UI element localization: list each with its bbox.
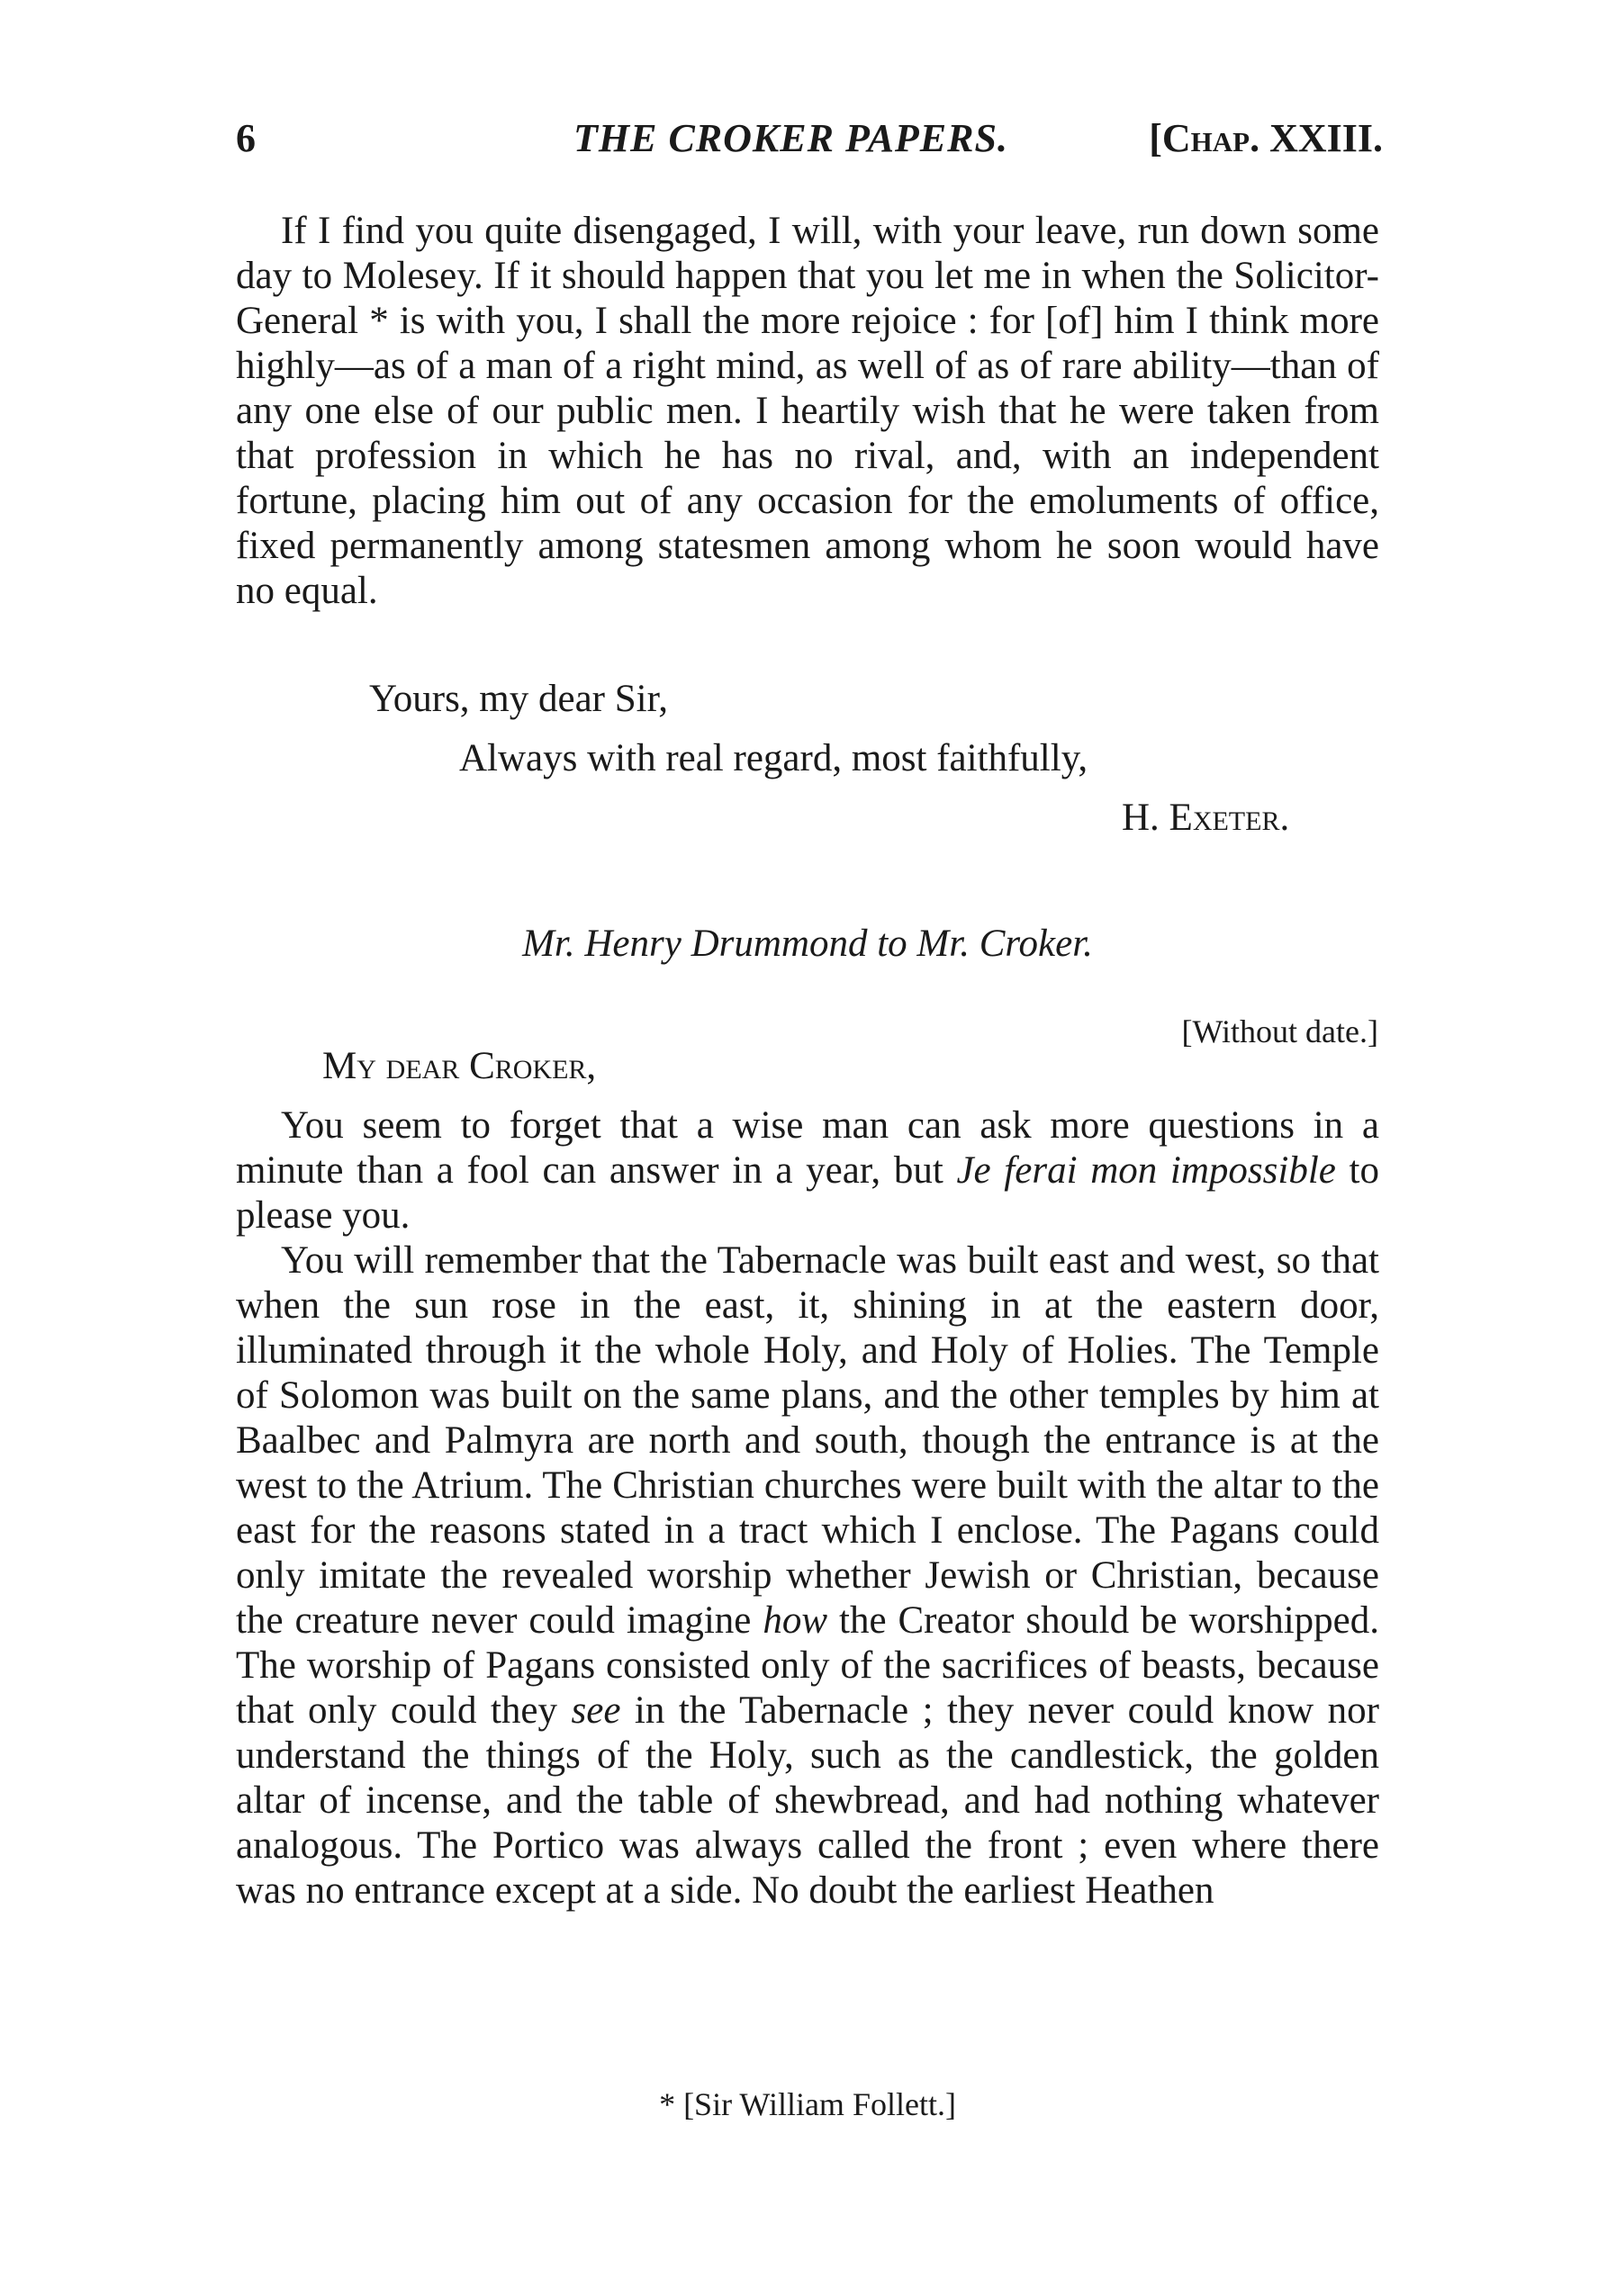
paragraph-text: You will remember that the Tabernacle was built east and west, so that when the sun rose in the east, it, shining in at the eastern door, illuminated through it the whole Holy, and Holy of Holies. The Temple of Solomon was built on the same plans, and the other temples by him at Baalbec and Palmyra are north and south, though the entrance is at the west to the Atrium. The Christian churches were built with the altar to the east for the reasons stated in a tract which I enclose. The Pagans could only imitate the revealed worship whether Jewish or Christian, because the creature never could imagine <box>236 1239 1379 1642</box>
letter-body-paragraph <box>236 1103 1379 1238</box>
salutation: My dear Croker, <box>322 1045 597 1087</box>
letter-body-paragraph: If I find you quite disengaged, I will, with your leave, run down some day to Molesey. If it should happen that you let me in when the Solicitor-General * is with you, I shall the more rejoice : for [of] him I think more highly—as of a man of a right mind, as well of as of rare ability—than of any one else of our public men. I heartily wish that he were taken from that profession in which he has no rival, and, with an independent fortune, placing him out of any occasion for the emoluments of office, fixed permanently among statesmen among whom he soon would have no equal. <box>236 210 1379 612</box>
paragraph-text: to please you. <box>236 1149 1379 1237</box>
page-number: 6 <box>236 116 256 160</box>
paragraph-text: the Creator should be worshipped. The worship of Pagans consisted only of the sacrifices of beasts, because that only could they <box>236 1599 1379 1732</box>
footnote: * [Sir William Follett.] <box>659 2086 956 2122</box>
letter-date: [Without date.] <box>1181 1013 1378 1049</box>
running-title: THE CROKER PAPERS. <box>573 116 1008 160</box>
italic-phrase: Je ferai mon impossible <box>956 1149 1336 1192</box>
closing-line: Always with real regard, most faithfully, <box>459 737 1088 779</box>
italic-word: how <box>763 1599 828 1642</box>
closing-line: Yours, my dear Sir, <box>369 678 668 720</box>
signature: H. Exeter. <box>1122 797 1290 839</box>
letter-heading: Mr. Henry Drummond to Mr. Croker. <box>522 923 1093 965</box>
italic-word: see <box>571 1689 621 1732</box>
chapter-label: [Chap. XXIII. <box>1149 116 1383 160</box>
paragraph-text: in the Tabernacle ; they never could know nor understand the things of the Holy, such as the candlestick, the golden altar of incense, and the table of shewbread, and had nothing whatever analogous. The Portico was always called the front ; even where there was no entrance except at a side. No doubt the earliest Heathen <box>236 1689 1379 1912</box>
running-header <box>236 115 1388 169</box>
paragraph-text: You seem to forget that a wise man can ask more questions in a minute than a fool can answer in a year, but <box>236 1104 1379 1192</box>
letter-body-paragraph <box>236 1238 1379 1913</box>
